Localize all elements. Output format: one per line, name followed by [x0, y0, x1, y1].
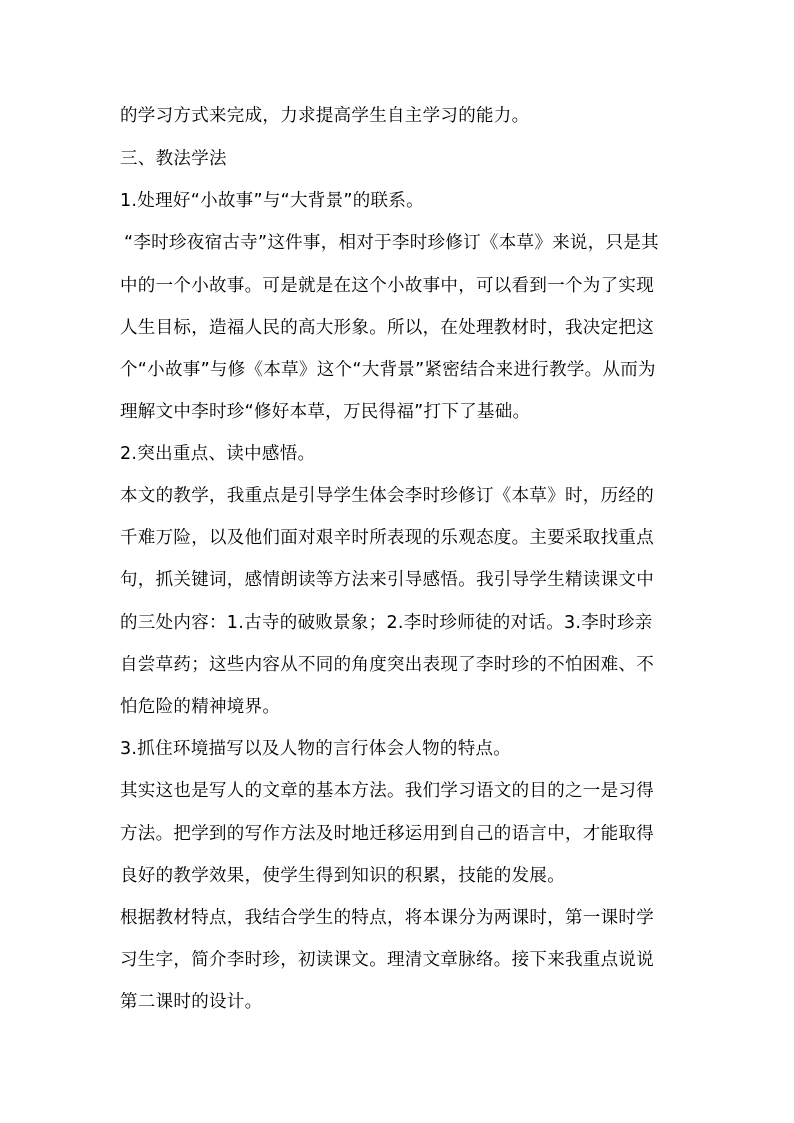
paragraph-line: 其实这也是写人的文章的基本方法。我们学习语文的目的之一是习得 [120, 781, 654, 801]
paragraph-line: 人生目标，造福人民的高大形象。所以，在处理教材时，我决定把这 [120, 318, 654, 338]
paragraph-line: 习生字，简介李时珍，初读课文。理清文章脉络。接下来我重点说说 [120, 950, 654, 970]
paragraph-line: 根据教材特点，我结合学生的特点，将本课分为两课时，第一课时学 [120, 908, 654, 928]
paragraph-line: 个“小故事”与修《本草》这个“大背景”紧密结合来进行教学。从而为 [120, 360, 656, 380]
paragraph-line: 中的一个小故事。可是就是在这个小故事中，可以看到一个为了实现 [120, 276, 654, 296]
paragraph-line: 的三处内容：1.古寺的破败景象；2.李时珍师徒的对话。3.李时珍亲 [120, 613, 653, 633]
paragraph-line: “李时珍夜宿古寺”这件事，相对于李时珍修订《本草》来说，只是其 [124, 233, 659, 253]
subheading-2: 2.突出重点、读中感悟。 [120, 444, 316, 464]
paragraph-line: 千难万险，以及他们面对艰辛时所表现的乐观态度。主要采取找重点 [120, 528, 654, 548]
paragraph-line: 本文的教学，我重点是引导学生体会李时珍修订《本草》时，历经的 [120, 486, 654, 506]
paragraph-line: 句，抓关键词，感情朗读等方法来引导感悟。我引导学生精读课文中 [120, 570, 654, 590]
paragraph-line: 良好的教学效果，使学生得到知识的积累，技能的发展。 [120, 866, 565, 886]
section-heading: 三、教法学法 [120, 149, 227, 169]
paragraph-line: 的学习方式来完成，力求提高学生自主学习的能力。 [120, 106, 530, 126]
paragraph-line: 方法。把学到的写作方法及时地迁移运用到自己的语言中，才能取得 [120, 824, 654, 844]
paragraph-line: 怕危险的精神境界。 [120, 697, 281, 717]
paragraph-line: 理解文中李时珍“修好本草，万民得福”打下了基础。 [120, 402, 531, 422]
subheading-1: 1.处理好“小故事”与“大背景”的联系。 [120, 191, 424, 211]
paragraph-line: 第二课时的设计。 [120, 992, 263, 1012]
subheading-3: 3.抓住环境描写以及人物的言行体会人物的特点。 [120, 739, 512, 759]
paragraph-line: 自尝草药；这些内容从不同的角度突出表现了李时珍的不怕困难、不 [120, 655, 654, 675]
